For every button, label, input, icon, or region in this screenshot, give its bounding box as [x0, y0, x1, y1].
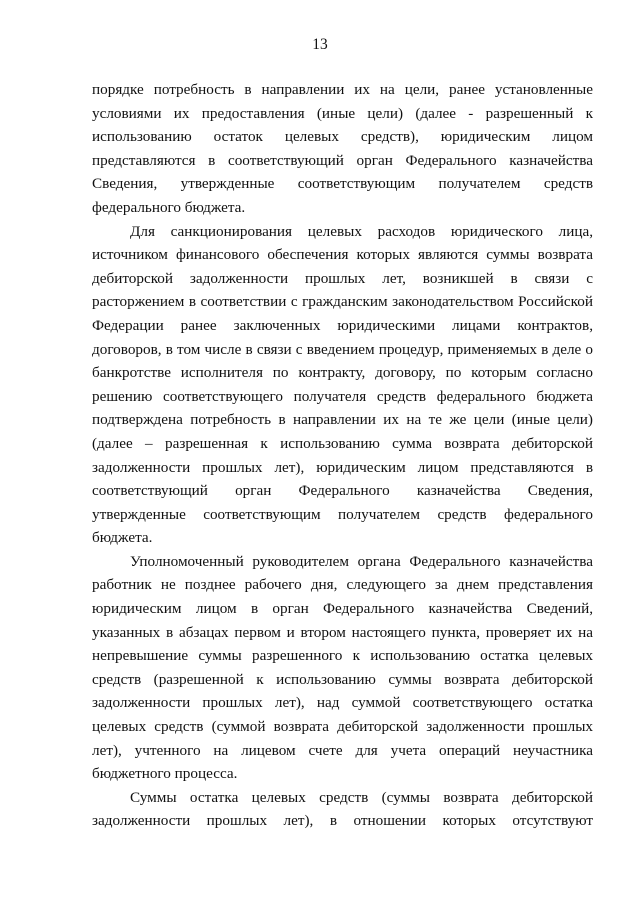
text-line: Сведения, утвержденные соответствующим получателем средств — [92, 175, 593, 193]
text-line: средств (разрешенной к использованию суммы возврата дебиторской — [92, 670, 593, 688]
text-line: юридическим лицом в орган Федерального казначейства Сведений, — [92, 600, 593, 618]
text-line: источником финансового обеспечения которых являются суммы возврата — [92, 246, 593, 264]
text-line: федерального бюджета. — [92, 198, 246, 216]
text-line: Федерации ранее заключенных юридическими лицами контрактов, — [92, 316, 593, 334]
text-line: целевых средств (суммой возврата дебиторской задолженности прошлых — [92, 718, 593, 736]
text-line: задолженности прошлых лет), над суммой соответствующего остатка — [92, 694, 593, 712]
text-line: договоров, в том числе в связи с введением процедур, применяемых в деле о — [92, 340, 593, 358]
paragraph-1 — [92, 78, 593, 220]
text-line: работник не позднее рабочего дня, следующего за днем представления — [92, 576, 593, 594]
paragraph-3 — [92, 550, 593, 786]
text-line: (далее – разрешенная к использованию сумма возврата дебиторской — [92, 434, 593, 452]
paragraph-2 — [92, 220, 593, 550]
text-line: порядке потребность в направлении их на цели, ранее установленные — [92, 81, 593, 98]
text-line: условиями их предоставления (иные цели) (далее - разрешенный к — [92, 104, 593, 122]
text-line: решению соответствующего получателя средств федерального бюджета — [92, 387, 593, 405]
body-text — [92, 78, 593, 833]
paragraph-4 — [92, 786, 593, 833]
text-line: бюджетного процесса. — [92, 765, 238, 783]
text-line: банкротстве исполнителя по контракту, договору, по которым согласно — [92, 364, 593, 382]
text-line: бюджета. — [92, 529, 153, 547]
text-line: непревышение суммы разрешенного к использованию остатка целевых — [92, 647, 593, 665]
text-line: подтверждена потребность в направлении их на те же цели (иные цели) — [92, 411, 593, 429]
text-line: лет), учтенного на лицевом счете для учета операций неучастника — [92, 741, 593, 759]
text-line: расторжением в соответствии с гражданским законодательством Российской — [92, 293, 593, 311]
page-number: 13 — [312, 36, 328, 53]
text-line: задолженности прошлых лет), юридическим лицом представляются в — [92, 458, 593, 476]
text-line: указанных в абзацах первом и втором настоящего пункта, проверяет их на — [92, 623, 593, 641]
text-line: утвержденные соответствующим получателем средств федерального — [92, 505, 593, 523]
text-line: Для санкционирования целевых расходов юридического лица, — [130, 222, 593, 240]
text-line: использованию остаток целевых средств), юридическим лицом — [92, 128, 593, 146]
text-line: Уполномоченный руководителем органа Федерального казначейства — [130, 552, 593, 570]
text-line: соответствующий орган Федерального казначейства Сведения, — [92, 482, 593, 500]
text-line: Суммы остатка целевых средств (суммы возврата дебиторской — [130, 788, 593, 806]
text-line: дебиторской задолженности прошлых лет, возникшей в связи с — [92, 269, 593, 287]
text-line: представляются в соответствующий орган Федерального казначейства — [92, 151, 593, 169]
text-line: задолженности прошлых лет), в отношении которых отсутствуют — [92, 812, 593, 830]
